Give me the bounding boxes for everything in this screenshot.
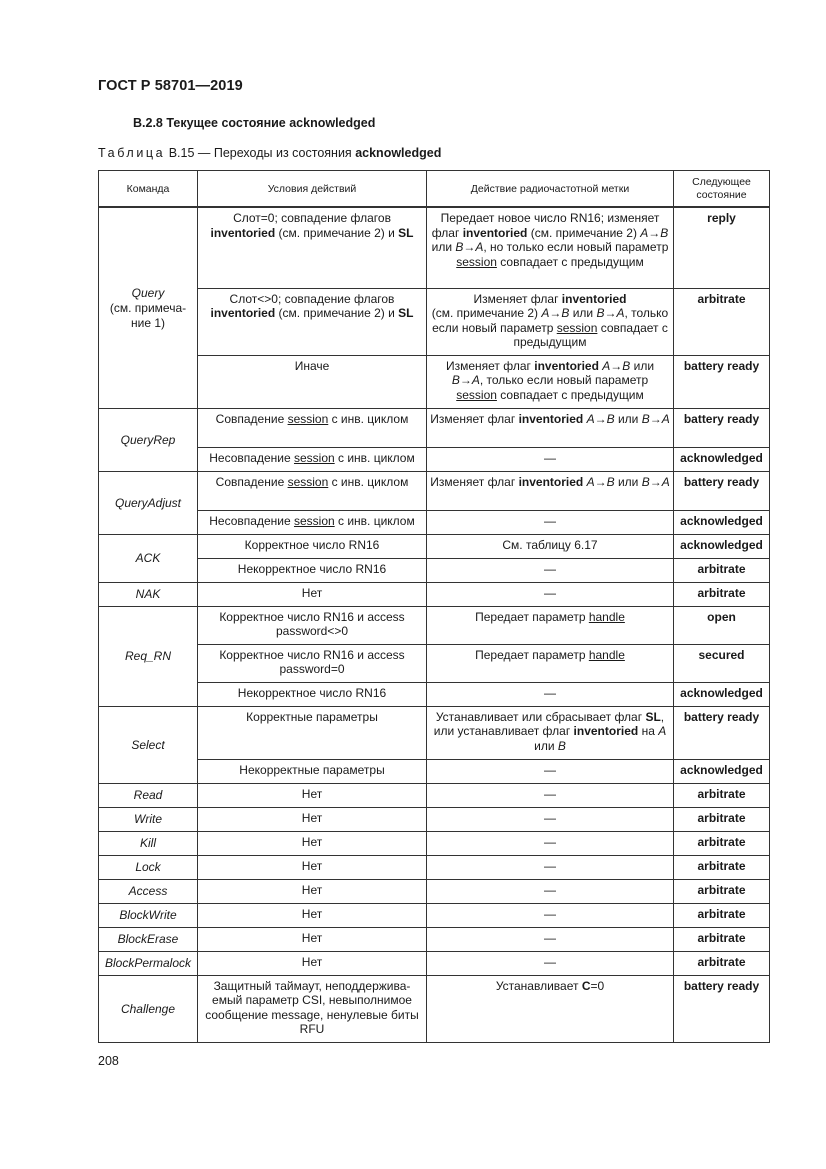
command-cell: Lock xyxy=(99,855,198,879)
command-cell-select: Select xyxy=(99,706,198,783)
flag-inventoried: inventoried xyxy=(534,358,599,373)
param-session: session xyxy=(287,411,329,426)
next-state-cell: battery ready xyxy=(674,355,770,408)
table-row xyxy=(99,408,770,447)
table-row xyxy=(99,207,770,288)
table-row xyxy=(99,975,770,1042)
table-row xyxy=(99,510,770,534)
param-session: session xyxy=(293,450,335,465)
action-text: , но только если новый параметр xyxy=(483,240,669,255)
transition-b-a: B→A xyxy=(596,306,625,321)
condition-text: (см. примечание 2) и xyxy=(275,225,399,240)
table-row xyxy=(99,355,770,408)
action-cell: — xyxy=(427,759,674,783)
flag-inventoried: inventoried xyxy=(573,724,639,739)
condition-cell: Корректные параметры xyxy=(198,706,427,759)
table-row xyxy=(99,558,770,582)
transition-a-b: A→B xyxy=(640,225,669,240)
action-cell: — xyxy=(427,855,674,879)
table-row xyxy=(99,606,770,644)
param-session: session xyxy=(456,387,497,402)
action-text: Передает параметр xyxy=(475,647,589,662)
command-note: (см. примеча- xyxy=(109,300,187,315)
command-cell-req-rn: Req_RN xyxy=(99,606,198,706)
next-state-cell: arbitrate xyxy=(674,903,770,927)
command-cell: Access xyxy=(99,879,198,903)
action-cell xyxy=(427,975,674,1042)
table-row xyxy=(99,644,770,682)
column-header-action: Действие радиочастотной метки xyxy=(427,171,674,208)
table-row xyxy=(99,582,770,606)
next-state-cell: acknowledged xyxy=(674,447,770,471)
condition-cell: Защитный таймаут, неподдержива-емый параметр CSI, невыполнимое сообщение message, ненулевые биты RFU xyxy=(198,975,427,1042)
command-name: Query xyxy=(131,286,165,301)
condition-cell xyxy=(198,510,427,534)
param-session: session xyxy=(293,513,335,528)
action-text: или xyxy=(614,411,642,426)
action-text: (см. примечание 2) xyxy=(527,225,641,240)
command-note: ние 1) xyxy=(130,315,165,330)
action-text: или xyxy=(614,474,642,489)
transition-a-b: A→B xyxy=(586,474,615,489)
action-text: =0 xyxy=(590,978,605,993)
table-row xyxy=(99,783,770,807)
next-state-cell: secured xyxy=(674,644,770,682)
action-cell: — xyxy=(427,447,674,471)
next-state-cell: battery ready xyxy=(674,706,770,759)
action-text: совпадает с предыдущим xyxy=(513,320,668,350)
action-cell xyxy=(427,471,674,510)
condition-cell: Корректное число RN16 и access password<>0 xyxy=(198,606,427,644)
next-state-cell: open xyxy=(674,606,770,644)
command-cell: Kill xyxy=(99,831,198,855)
action-text: , только если новый параметр xyxy=(432,306,669,335)
next-state-cell: arbitrate xyxy=(674,855,770,879)
next-state-cell: arbitrate xyxy=(674,288,770,355)
param-session: session xyxy=(456,254,497,269)
condition-cell: Некорректное число RN16 xyxy=(198,558,427,582)
section-title-text: Текущее состояние acknowledged xyxy=(166,116,376,130)
section-title xyxy=(133,116,375,130)
condition-cell: Нет xyxy=(198,831,427,855)
next-state-cell: arbitrate xyxy=(674,879,770,903)
action-text: или xyxy=(569,306,597,321)
table-caption xyxy=(98,146,441,160)
condition-cell: Корректное число RN16 xyxy=(198,534,427,558)
table-caption-word: Таблица xyxy=(98,146,166,160)
transition-a-b: A→B xyxy=(586,411,615,426)
command-cell: BlockPermalock xyxy=(99,951,198,975)
next-state-cell: arbitrate xyxy=(674,558,770,582)
action-cell xyxy=(427,355,674,408)
page-number: 208 xyxy=(98,1054,119,1068)
table-header-row xyxy=(99,171,770,208)
action-text: Изменяет флаг xyxy=(430,411,519,426)
condition-cell xyxy=(198,288,427,355)
condition-cell: Нет xyxy=(198,903,427,927)
section-number: В.2.8 xyxy=(133,116,163,130)
condition-text: Несовпадение xyxy=(209,450,294,465)
command-cell-query xyxy=(99,207,198,408)
condition-cell: Нет xyxy=(198,807,427,831)
table-caption-state: acknowledged xyxy=(355,146,442,160)
transition-b-a: B→A xyxy=(455,240,484,255)
action-cell xyxy=(427,706,674,759)
next-state-cell: arbitrate xyxy=(674,783,770,807)
action-text: , только если новый параметр xyxy=(479,373,649,388)
table-row xyxy=(99,534,770,558)
command-cell-ack: ACK xyxy=(99,534,198,582)
next-state-cell: arbitrate xyxy=(674,951,770,975)
next-state-cell: reply xyxy=(674,207,770,288)
flag-inventoried: inventoried xyxy=(518,474,584,489)
table-row xyxy=(99,879,770,903)
action-cell: — xyxy=(427,558,674,582)
column-header-next-line1: Следующее xyxy=(692,176,751,188)
flag-sl: SL xyxy=(398,225,414,240)
next-state-cell: arbitrate xyxy=(674,927,770,951)
transition-b-a: B→A xyxy=(451,373,480,388)
next-state-cell: acknowledged xyxy=(674,759,770,783)
transition-b-a: B→A xyxy=(641,411,670,426)
column-header-conditions: Условия действий xyxy=(198,171,427,208)
param-handle: handle xyxy=(588,647,625,662)
action-text: Устанавливает xyxy=(495,978,582,993)
flag-inventoried: inventoried xyxy=(561,291,627,306)
condition-text: Несовпадение xyxy=(209,513,294,528)
condition-cell xyxy=(198,447,427,471)
flag-inventoried: inventoried xyxy=(518,411,584,426)
flag-sl: SL xyxy=(645,709,661,724)
action-text: совпадает с предыдущим xyxy=(496,387,644,402)
action-text: Изменяет флаг xyxy=(473,291,562,306)
action-cell xyxy=(427,644,674,682)
condition-text: с инв. циклом xyxy=(334,513,415,528)
next-state-cell: acknowledged xyxy=(674,510,770,534)
next-state-cell: acknowledged xyxy=(674,534,770,558)
condition-text: Совпадение xyxy=(215,474,288,489)
condition-cell: Некорректные параметры xyxy=(198,759,427,783)
command-cell-challenge: Challenge xyxy=(99,975,198,1042)
action-text: или xyxy=(534,738,558,753)
action-text: Изменяет флаг xyxy=(445,358,535,373)
param-session: session xyxy=(556,320,598,335)
condition-cell: Нет xyxy=(198,582,427,606)
transition-b-a: B→A xyxy=(641,474,670,489)
condition-cell: Корректное число RN16 и access password=0 xyxy=(198,644,427,682)
column-header-next-state xyxy=(674,171,770,208)
condition-cell: Некорректное число RN16 xyxy=(198,682,427,706)
param-handle: handle xyxy=(588,609,625,624)
action-cell: См. таблицу 6.17 xyxy=(427,534,674,558)
condition-text: (см. примечание 2) и xyxy=(275,306,399,321)
next-state-cell: arbitrate xyxy=(674,831,770,855)
table-row xyxy=(99,288,770,355)
transition-a-b: A→B xyxy=(602,358,631,373)
value-a: A xyxy=(658,724,667,739)
action-text: Устанавливает или сбрасывает флаг xyxy=(435,709,646,724)
action-text: Изменяет флаг xyxy=(430,474,519,489)
table-row xyxy=(99,831,770,855)
action-text: , или устанавливает флаг xyxy=(433,709,665,739)
table-caption-number: В.15 — Переходы из состояния xyxy=(168,146,352,160)
table-row xyxy=(99,903,770,927)
param-session: session xyxy=(287,474,329,489)
condition-cell: Нет xyxy=(198,783,427,807)
flag-sl: SL xyxy=(398,306,414,321)
command-cell: Read xyxy=(99,783,198,807)
next-state-cell: arbitrate xyxy=(674,807,770,831)
action-text: на xyxy=(638,724,659,739)
condition-cell: Иначе xyxy=(198,355,427,408)
table-row xyxy=(99,927,770,951)
action-cell: — xyxy=(427,927,674,951)
next-state-cell: battery ready xyxy=(674,975,770,1042)
flag-inventoried: inventoried xyxy=(210,306,276,321)
condition-cell xyxy=(198,408,427,447)
action-cell xyxy=(427,606,674,644)
action-cell: — xyxy=(427,783,674,807)
table-row xyxy=(99,759,770,783)
flag-inventoried: inventoried xyxy=(462,225,528,240)
next-state-cell: battery ready xyxy=(674,471,770,510)
transition-a-b: A→B xyxy=(541,306,570,321)
flag-inventoried: inventoried xyxy=(210,225,276,240)
action-cell: — xyxy=(427,582,674,606)
condition-text: Слот=0; совпадение флагов xyxy=(233,211,391,225)
command-cell-nak: NAK xyxy=(99,582,198,606)
action-cell xyxy=(427,408,674,447)
table-row xyxy=(99,447,770,471)
column-header-command: Команда xyxy=(99,171,198,208)
action-cell xyxy=(427,288,674,355)
next-state-cell: acknowledged xyxy=(674,682,770,706)
action-cell: — xyxy=(427,831,674,855)
action-cell: — xyxy=(427,510,674,534)
action-cell: — xyxy=(427,879,674,903)
next-state-cell: battery ready xyxy=(674,408,770,447)
command-cell: BlockErase xyxy=(99,927,198,951)
value-b: B xyxy=(557,738,566,753)
action-text: (см. примечание 2) xyxy=(431,306,542,321)
document-id: ГОСТ Р 58701—2019 xyxy=(98,78,243,94)
condition-cell: Нет xyxy=(198,951,427,975)
condition-text: с инв. циклом xyxy=(328,474,409,489)
condition-cell xyxy=(198,471,427,510)
action-text: или xyxy=(630,358,655,373)
condition-cell xyxy=(198,207,427,288)
condition-cell: Нет xyxy=(198,879,427,903)
action-text: совпадает с предыдущим xyxy=(496,254,644,269)
table-row xyxy=(99,471,770,510)
action-cell: — xyxy=(427,682,674,706)
column-header-next-line2: состояние xyxy=(696,189,747,201)
table-row xyxy=(99,855,770,879)
command-cell-queryadjust: QueryAdjust xyxy=(99,471,198,534)
action-text: или xyxy=(431,240,456,255)
action-text: Передает новое число RN16; изменяет флаг xyxy=(431,211,660,240)
condition-cell: Нет xyxy=(198,927,427,951)
table-row xyxy=(99,807,770,831)
action-cell xyxy=(427,207,674,288)
table-row xyxy=(99,951,770,975)
flag-c: C xyxy=(581,978,591,993)
action-cell: — xyxy=(427,903,674,927)
condition-text: Слот<>0; совпадение флагов xyxy=(229,291,395,306)
table-row xyxy=(99,682,770,706)
command-cell-queryrep: QueryRep xyxy=(99,408,198,471)
condition-text: с инв. циклом xyxy=(328,411,409,426)
action-cell: — xyxy=(427,951,674,975)
next-state-cell: arbitrate xyxy=(674,582,770,606)
condition-text: с инв. циклом xyxy=(334,450,415,465)
action-text: Передает параметр xyxy=(475,609,589,624)
command-cell: Write xyxy=(99,807,198,831)
table-row xyxy=(99,706,770,759)
action-cell: — xyxy=(427,807,674,831)
condition-text: Совпадение xyxy=(215,411,288,426)
condition-cell: Нет xyxy=(198,855,427,879)
command-cell: BlockWrite xyxy=(99,903,198,927)
transitions-table xyxy=(98,170,770,1043)
